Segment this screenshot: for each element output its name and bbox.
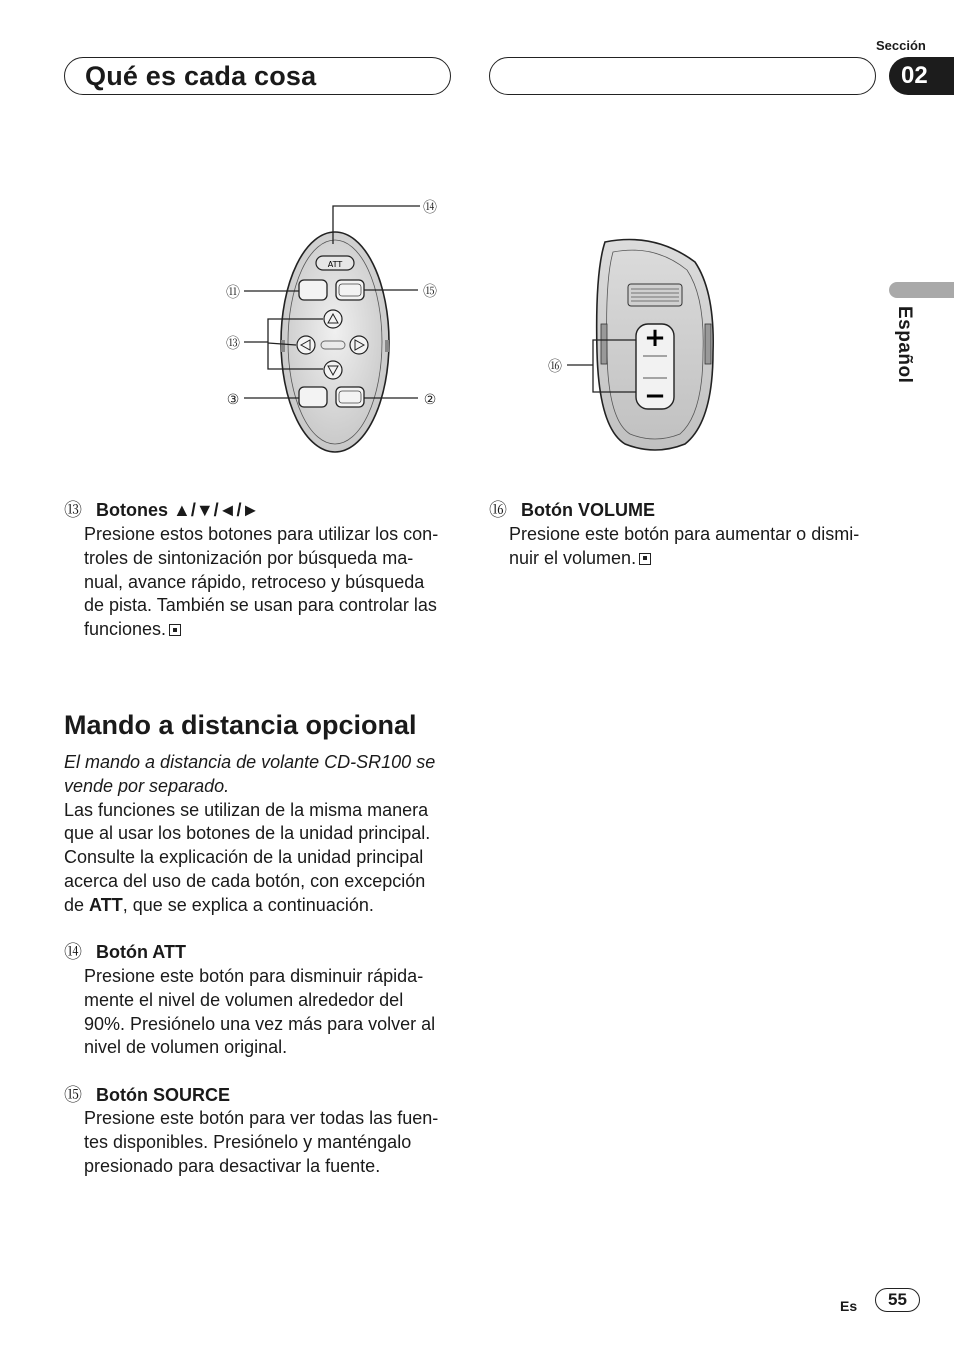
down-arrow-button	[324, 361, 342, 379]
remote-section-heading: Mando a distancia opcional	[64, 710, 417, 740]
remote-side-diagram	[535, 232, 735, 462]
language-tab-label: Español	[894, 306, 915, 384]
arrows-item-number: ⑬	[64, 500, 82, 520]
arrows-item-heading	[64, 498, 259, 522]
callout-16: ⑯	[548, 359, 562, 375]
callout-11: ⑪	[226, 285, 240, 301]
att-item-text: Presione este botón para disminuir rápida- mente el nivel de volumen alrededor del 90%. Presiónelo una vez más para volver al nivel de volumen original.	[84, 966, 436, 1058]
arrows-item-title: Botones ▲/▼/◄/►	[96, 500, 260, 520]
source-item-title: Botón SOURCE	[96, 1085, 230, 1105]
footer-language-code: Es	[840, 1298, 858, 1314]
att-item-heading	[64, 940, 186, 964]
callout-14: ⑭	[423, 200, 437, 216]
section-number-badge: 02	[889, 57, 954, 95]
right-bottom-button	[336, 387, 364, 407]
volume-minus-label: −	[644, 381, 666, 411]
right-arrow-button	[350, 336, 368, 354]
left-top-button	[299, 280, 327, 300]
page-title: Qué es cada cosa	[85, 61, 317, 91]
callout-15: ⑮	[423, 284, 437, 300]
volume-item-number: ⑯	[489, 500, 507, 520]
volume-item-title: Botón VOLUME	[521, 500, 655, 520]
section-label: Sección	[876, 38, 926, 53]
source-button	[336, 280, 364, 300]
source-item-text: Presione este botón para ver todas las fuen- tes disponibles. Presiónelo y manténgalo presionado para desactivar la fuente.	[84, 1108, 439, 1176]
att-button-label: ATT	[327, 260, 343, 269]
grip-ridges	[628, 284, 682, 306]
language-tab-bar	[889, 282, 954, 298]
arrows-item-text: Presione estos botones para utilizar los con- troles de sintonización por búsqueda ma- nual, avance rápido, retroceso y búsqueda de pista. También se usan para controlar las funciones.	[84, 524, 439, 640]
volume-plus-label: +	[644, 323, 666, 353]
left-arrow-button	[297, 336, 315, 354]
callout-13: ⑬	[226, 336, 240, 352]
left-bottom-button	[299, 387, 327, 407]
remote-front-diagram	[210, 190, 470, 460]
end-mark-icon	[639, 553, 651, 565]
callout-3: ③	[226, 392, 240, 408]
att-item-title: Botón ATT	[96, 942, 186, 962]
up-arrow-button	[324, 310, 342, 328]
end-mark-icon	[169, 624, 181, 636]
source-item-number: ⑮	[64, 1085, 82, 1105]
callout-2: ②	[423, 392, 437, 408]
source-item-heading	[64, 1083, 230, 1107]
remote-section-intro: El mando a distancia de volante CD-SR100 se vende por separado. Las funciones se utilizan de la misma manera que al usar los botones de la unidad principal. Consulte la explicación de la unidad principal acerca del uso de cada botón, con excepción de ATT, que se explica a continuación.	[64, 752, 436, 915]
att-item-number: ⑭	[64, 942, 82, 962]
volume-item-heading	[489, 498, 655, 522]
header-blank-frame	[489, 57, 876, 95]
volume-item-text: Presione este botón para aumentar o dismi- nuir el volumen.	[509, 524, 860, 568]
page-number: 55	[875, 1288, 920, 1312]
